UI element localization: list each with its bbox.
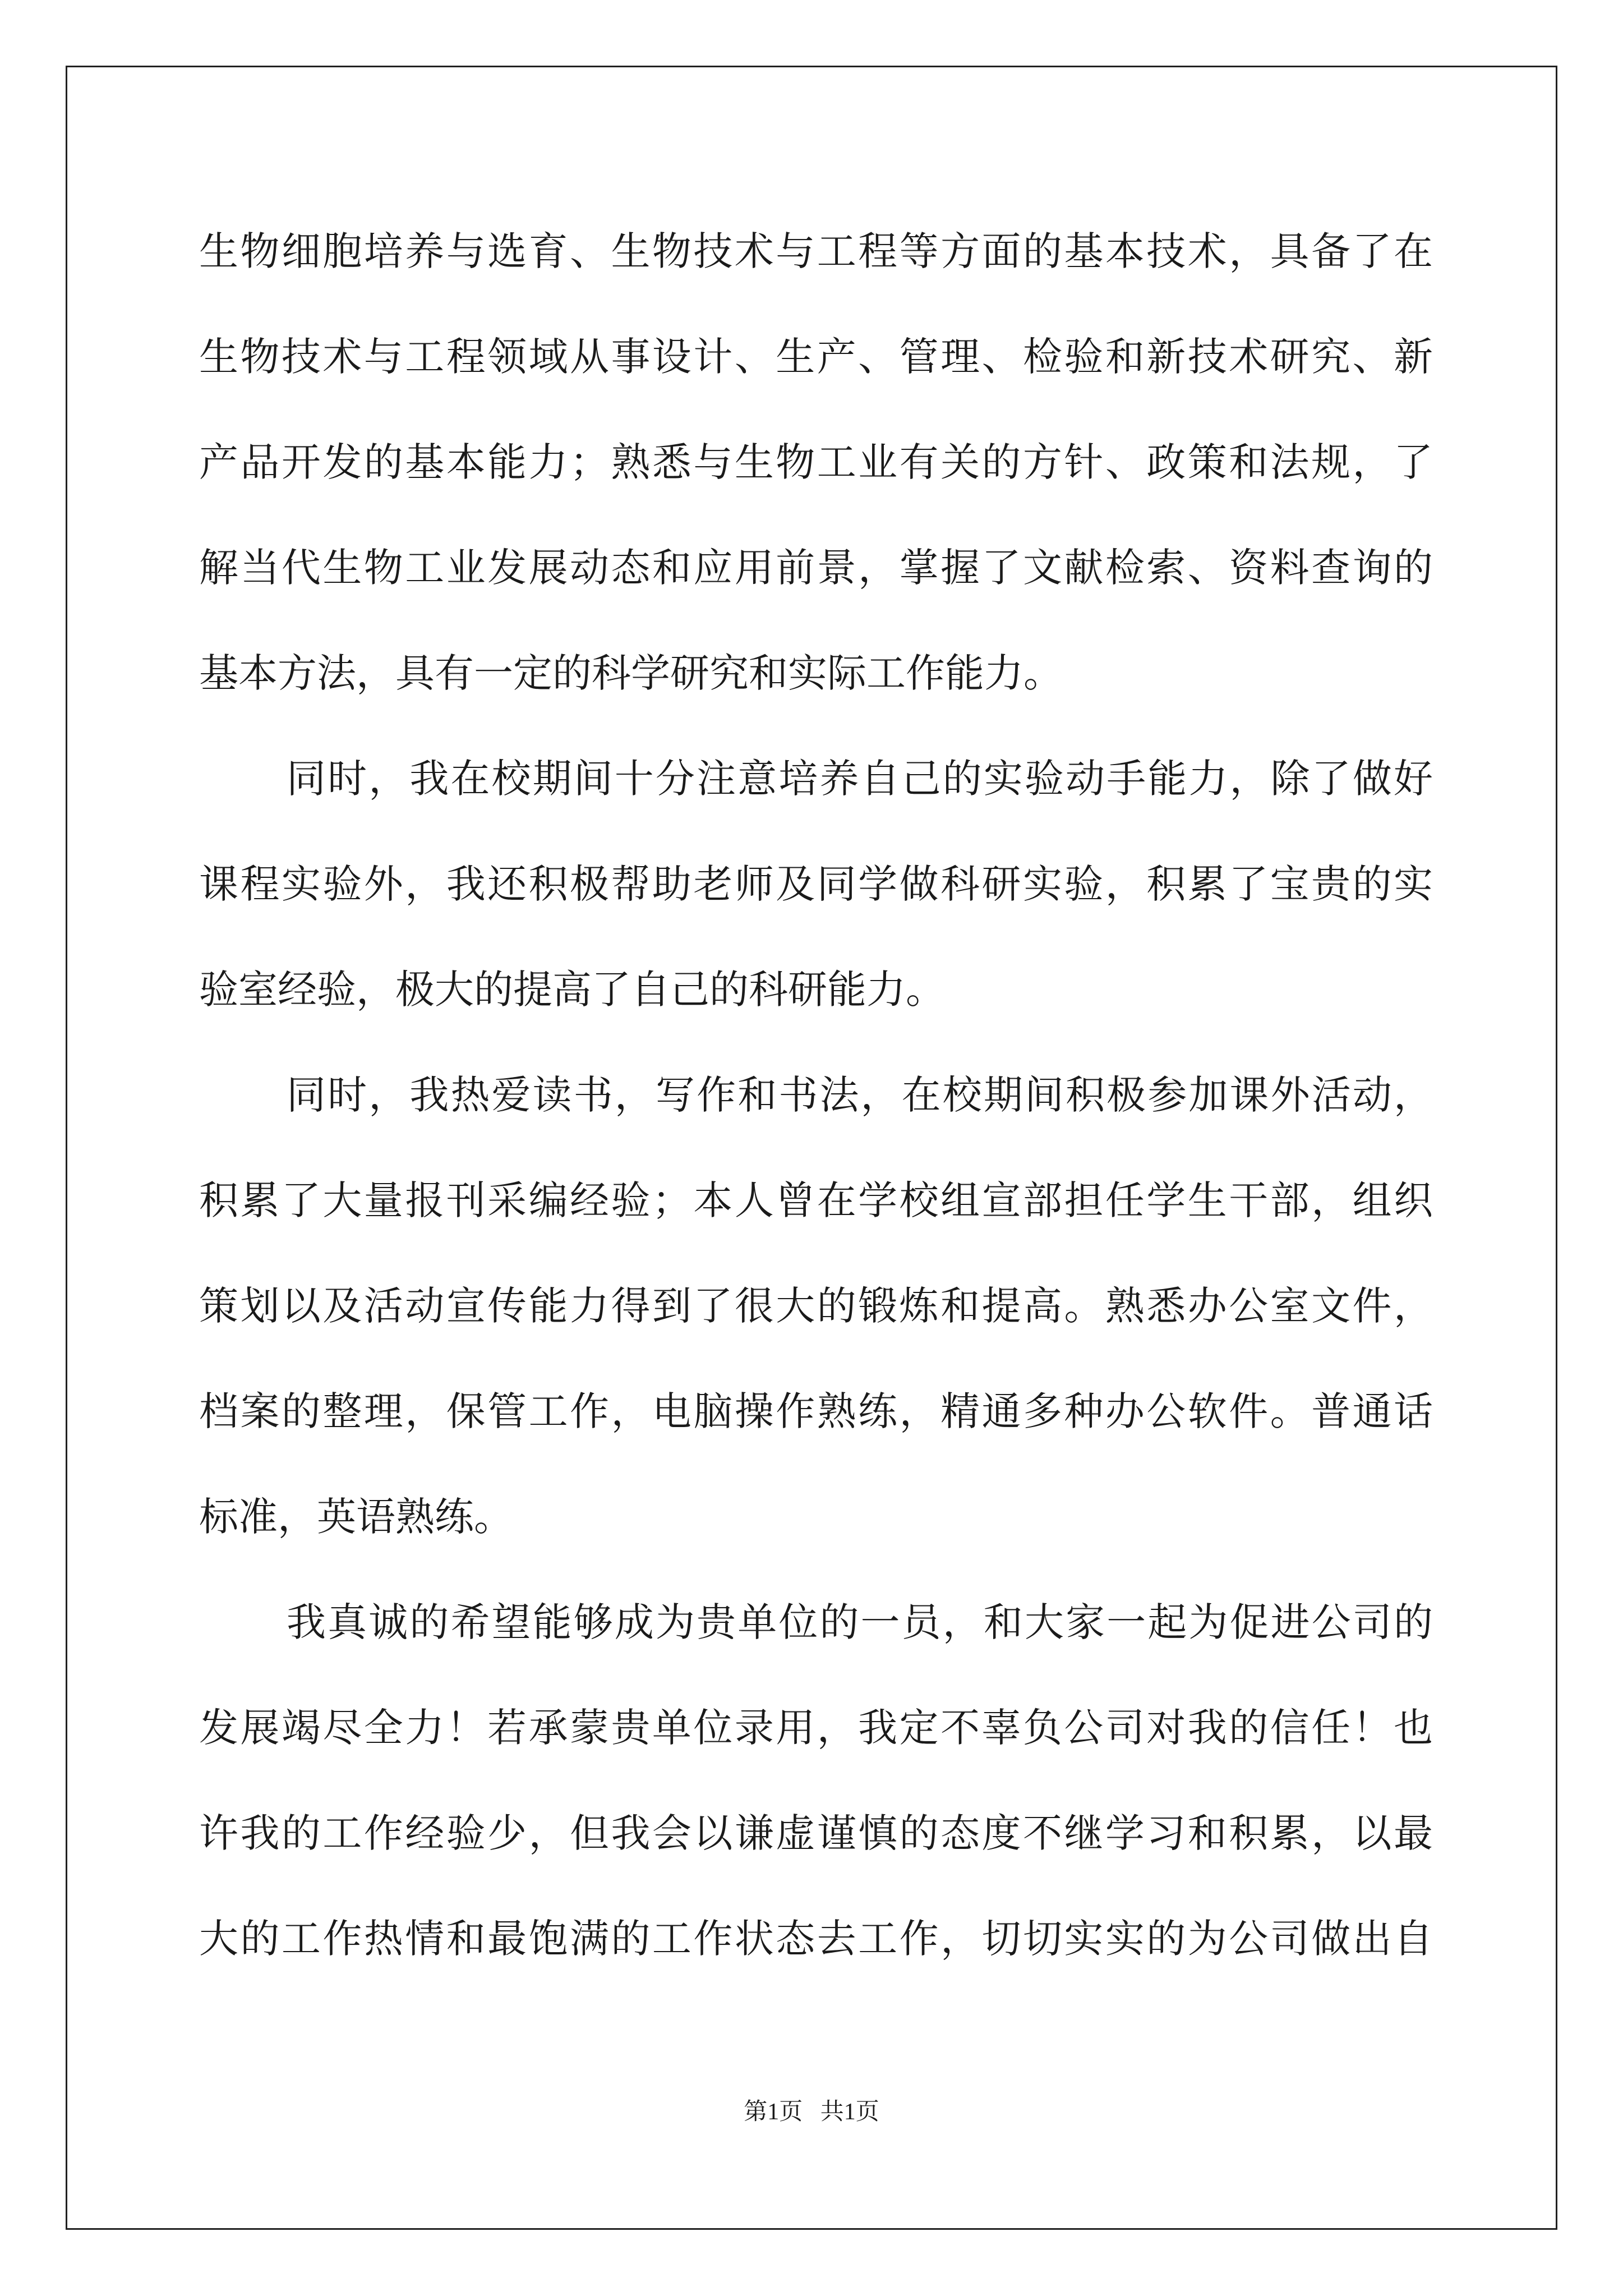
text-line: 同时，我在校期间十分注意培养自己的实验动手能力，除了做好 <box>287 756 1433 802</box>
text-line: 产品开发的基本能力；熟悉与生物工业有关的方针、政策和法规，了 <box>199 439 1433 485</box>
text-line: 我真诚的希望能够成为贵单位的一员，和大家一起为促进公司的 <box>287 1599 1433 1645</box>
text-line: 标准，英语熟练。 <box>199 1494 513 1540</box>
text-line: 基本方法，具有一定的科学研究和实际工作能力。 <box>199 650 1063 696</box>
text-line: 生物技术与工程领域从事设计、生产、管理、检验和新技术研究、新 <box>199 334 1433 380</box>
text-line: 积累了大量报刊采编经验；本人曾在学校组宣部担任学生干部，组织 <box>199 1177 1433 1223</box>
text-line: 档案的整理，保管工作，电脑操作熟练，精通多种办公软件。普通话 <box>199 1388 1433 1434</box>
text-line: 许我的工作经验少，但我会以谦虚谨慎的态度不继学习和积累，以最 <box>199 1810 1433 1856</box>
text-line: 验室经验，极大的提高了自己的科研能力。 <box>199 967 945 1013</box>
text-line: 课程实验外，我还积极帮助老师及同学做科研实验，积累了宝贵的实 <box>199 861 1433 907</box>
text-line: 大的工作热情和最饱满的工作状态去工作，切切实实的为公司做出自 <box>199 1916 1433 1962</box>
text-line: 同时，我热爱读书，写作和书法，在校期间积极参加课外活动， <box>287 1072 1433 1118</box>
text-line: 解当代生物工业发展动态和应用前景，掌握了文献检索、资料查询的 <box>199 545 1433 591</box>
text-line: 生物细胞培养与选育、生物技术与工程等方面的基本技术，具备了在 <box>199 228 1433 274</box>
document-body <box>199 213 1433 2006</box>
text-line: 发展竭尽全力！若承蒙贵单位录用，我定不辜负公司对我的信任！也 <box>199 1705 1433 1751</box>
text-line: 策划以及活动宣传能力得到了很大的锻炼和提高。熟悉办公室文件， <box>199 1283 1433 1329</box>
page-footer: 第1页 共1页 <box>744 2099 879 2125</box>
